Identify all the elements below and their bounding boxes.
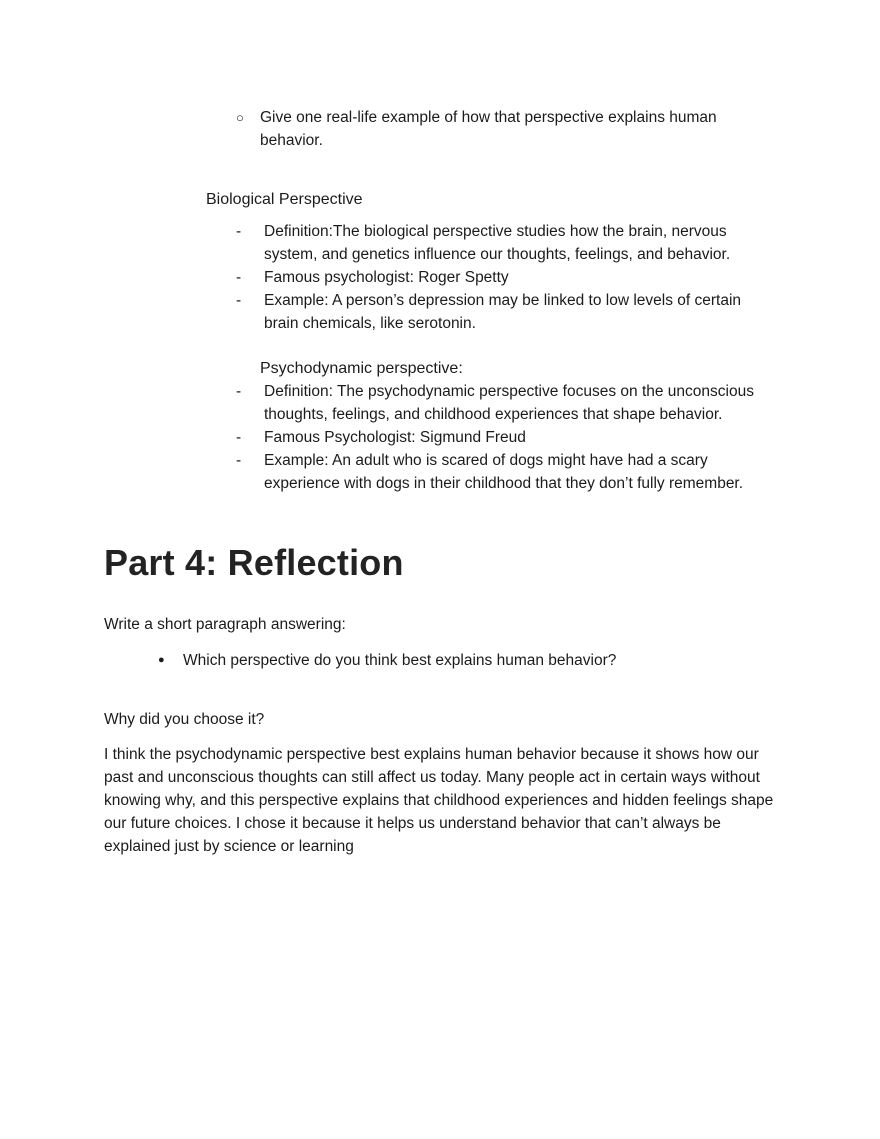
reflection-question: Why did you choose it? (104, 711, 265, 728)
list-item (232, 220, 776, 266)
part4-title: Part 4: Reflection (104, 542, 404, 583)
list-item (232, 426, 776, 449)
biological-example-text: Example: A person’s depression may be linked to low levels of certain brain chemicals, like serotonin. (264, 292, 742, 332)
list-item (232, 266, 776, 289)
biological-perspective-heading: Biological Perspective (206, 191, 363, 208)
list-item (232, 380, 776, 426)
psychodynamic-list (104, 380, 776, 495)
dash-marker: - (236, 429, 242, 446)
reflection-prompt: Write a short paragraph answering: (104, 616, 346, 633)
intro-bullet-text: Give one real-life example of how that perspective explains human behavior. (260, 109, 717, 149)
list-item (232, 449, 776, 495)
psychodynamic-definition-text: Definition: The psychodynamic perspective focuses on the unconscious thoughts, feelings, and childhood experiences that shape behavior. (264, 383, 754, 423)
reflection-bullet-text: Which perspective do you think best explains human behavior? (183, 652, 617, 669)
dash-marker: - (236, 452, 242, 469)
disc-bullet-marker: ● (158, 654, 165, 666)
biological-list (104, 220, 776, 335)
psychodynamic-perspective-heading: Psychodynamic perspective: (260, 360, 463, 377)
psychodynamic-example-text: Example: An adult who is scared of dogs might have had a scary experience with dogs in their childhood that they don’t fully remember. (264, 452, 744, 492)
biological-psychologist-text: Famous psychologist: Roger Spetty (264, 269, 509, 286)
reflection-answer: I think the psychodynamic perspective best explains human behavior because it shows how our past and unconscious thoughts can still affect us today. Many people act in certain ways without knowing why, and this perspective explains that childhood experiences and hidden feelings shape our future choices. I chose it because it helps us understand behavior that can’t always be explained just by science or learning (104, 746, 774, 855)
intro-bullet-item (236, 106, 776, 152)
dash-marker: - (236, 292, 242, 309)
circle-bullet-marker: ○ (236, 110, 244, 125)
biological-definition-text: Definition:The biological perspective studies how the brain, nervous system, and genetics influence our thoughts, feelings, and behavior. (264, 223, 731, 263)
list-item (232, 289, 776, 335)
dash-marker: - (236, 269, 242, 286)
dash-marker: - (236, 223, 242, 240)
dash-marker: - (236, 383, 242, 400)
psychodynamic-psychologist-text: Famous Psychologist: Sigmund Freud (264, 429, 526, 446)
reflection-bullet-item (158, 649, 776, 672)
